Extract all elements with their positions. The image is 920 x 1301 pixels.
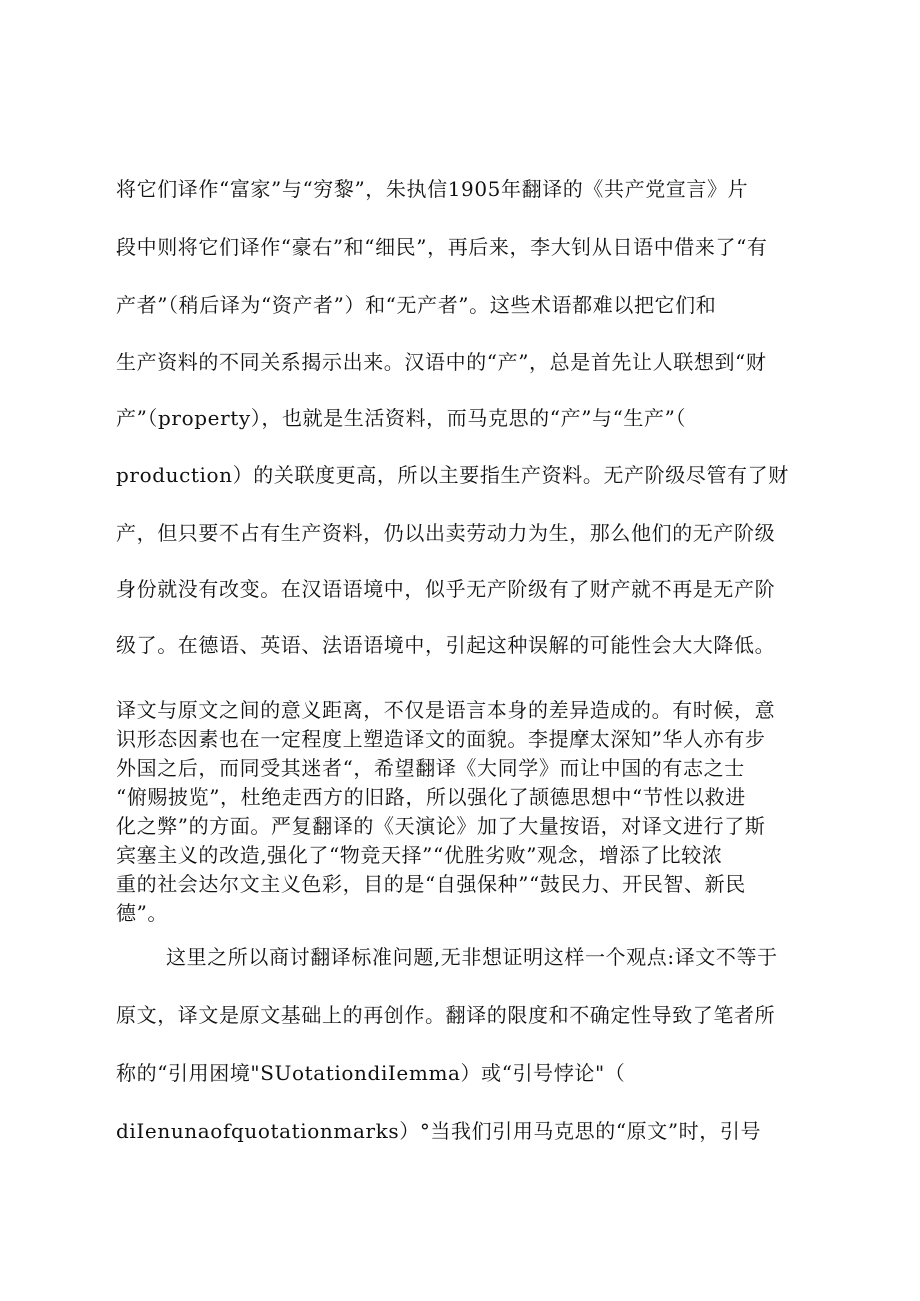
paragraph-1-line: production）的关联度更高，所以主要指生产资料。无产阶级尽管有了财 (116, 463, 789, 487)
paragraph-1-line: 级了。在德语、英语、法语语境中，引起这种误解的可能性会大大降低。 (116, 633, 776, 657)
paragraph-2-line: 译文与原文之间的意义距离，不仅是语言本身的差异造成的。有时候，意 (116, 698, 776, 722)
paragraph-2-line: “俯赐披览”，杜绝走西方的旧路，所以强化了颉德思想中“节性以救进 (116, 785, 746, 809)
paragraph-2-line: 化之弊”的方面。严复翻译的《天演论》加了大量按语，对译文进行了斯 (116, 814, 766, 838)
paragraph-3-line: 原文，译文是原文基础上的再创作。翻译的限度和不确定性导致了笔者所 (116, 1003, 776, 1027)
paragraph-1-line: 将它们译作“富家”与“穷黎”，朱执信1905年翻译的《共产党宣言》片 (116, 177, 749, 201)
paragraph-1-line: 产”（property），也就是生活资料，而马克思的“产”与“生产”（ (116, 406, 687, 430)
paragraph-1-line: 身份就没有改变。在汉语语境中，似乎无产阶级有了财产就不再是无产阶 (116, 577, 776, 601)
paragraph-1-line: 段中则将它们译作“豪右”和“细民”，再后来，李大钊从日语中借来了“有 (116, 235, 768, 259)
paragraph-1-line: 产者”（稍后译为“资产者”）和“无产者”。这些术语都难以把它们和 (116, 293, 717, 317)
paragraph-3-line: 称的“引用困境"SUotationdiIemma）或“引号悖论"（ (116, 1061, 626, 1085)
paragraph-2-line: 外国之后，而同受其迷者“，希望翻译《大同学》而让中国的有志之士 (116, 756, 745, 780)
paragraph-2-line: 重的社会达尔文主义色彩，目的是“自强保种”“鼓民力、开民智、新民 (116, 872, 746, 896)
paragraph-2-line: 德”。 (116, 901, 169, 925)
paragraph-2-line: 识形态因素也在一定程度上塑造译文的面貌。李提摩太深知”华人亦有步 (116, 727, 766, 751)
paragraph-1-line: 产，但只要不占有生产资料，仍以出卖劳动力为生，那么他们的无产阶级 (116, 521, 776, 545)
paragraph-2-line: 宾塞主义的改造,强化了“物竞天择”“优胜劣败”观念，增添了比较浓 (116, 843, 723, 867)
paragraph-3-line: 这里之所以商讨翻译标准问题,无非想证明这样一个观点:译文不等于 (166, 945, 778, 969)
paragraph-3-line: diIenunaofquotationmarks）°当我们引用马克思的“原文”时，引号 (116, 1119, 762, 1143)
paragraph-1-line: 生产资料的不同关系揭示出来。汉语中的“产”，总是首先让人联想到“财 (116, 350, 767, 374)
